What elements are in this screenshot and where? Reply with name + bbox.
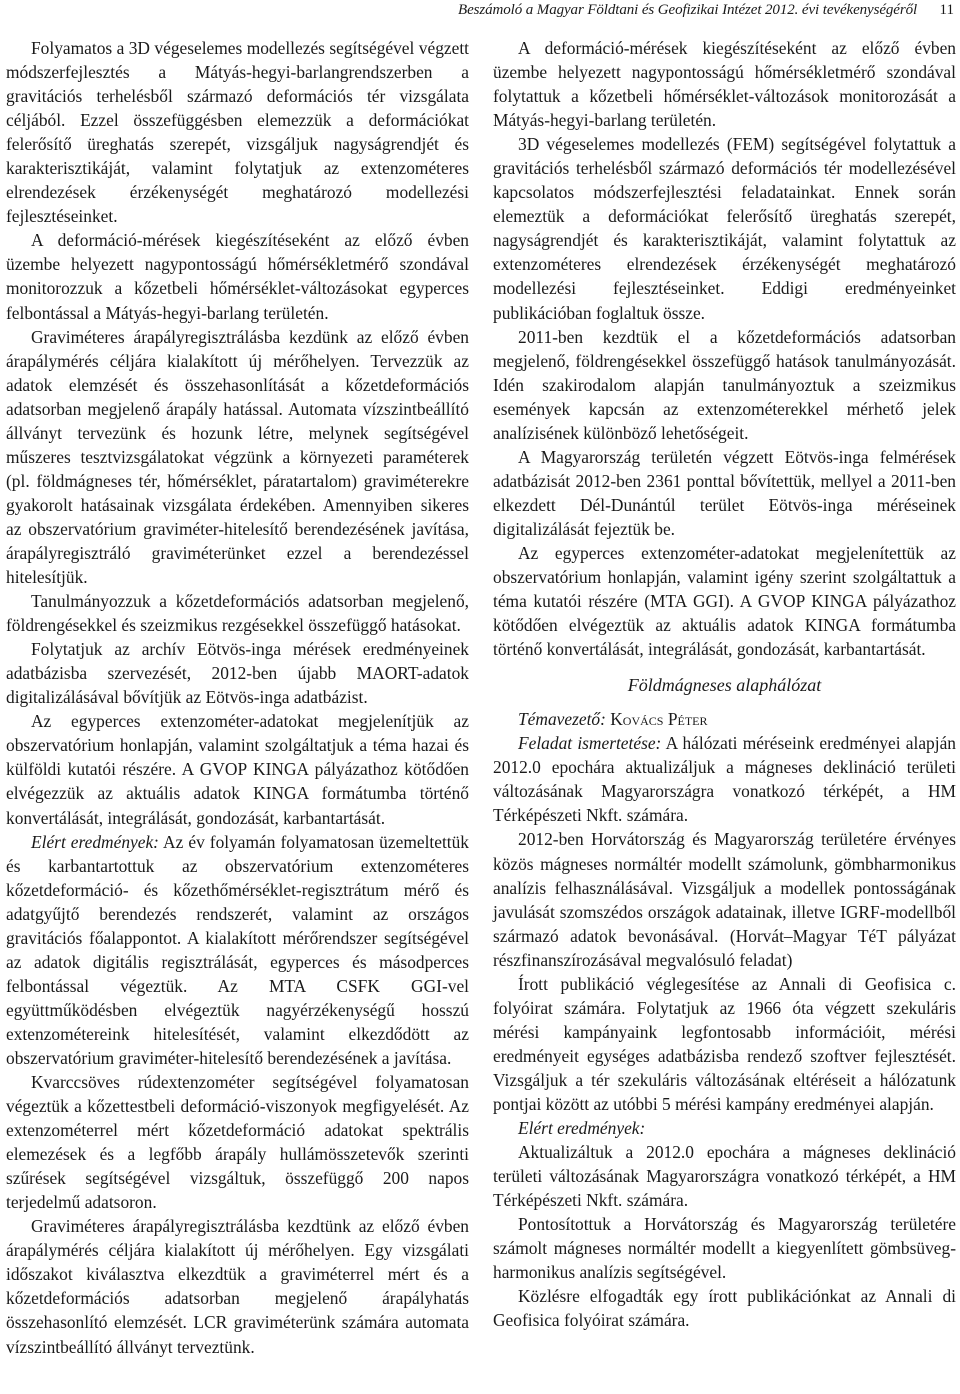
paragraph: 2012-ben Horvátország és Magyarország területére érvényes közös mágneses normáltér modellt számolunk, gömbharmonikus analízis felhasználásával. Vizsgáljuk a modellek pontosságának javulását szomszédos országok adatainak, illetve IGRF-modellből származó adatok bevonásával. (Horvát–Magyar TéT pályázat részfinanszírozásával megvalósuló feladat) (493, 829, 956, 970)
paragraph-text: A hálózati méréseink eredményei alapján 2012.0 epochára aktualizáljuk a mágneses deklináció területi változásának Magyarországra vonatkozó térképét, a HM Térképészeti Nkft. számára. (493, 733, 956, 826)
running-header-title: Beszámoló a Magyar Földtani és Geofizikai Intézet 2012. évi tevékenységéről (458, 2, 918, 18)
right-column (493, 36, 956, 1332)
paragraph: Az egyperces extenzométer-adatokat megjelenítjük az obszervatórium honlapján, valamint szolgáltatjuk a téma hazai és külföldi kutatói részére. A GVOP KINGA pályázathoz kötődően elvégezzük az aktuális adatok KINGA formátumba történő konvertálását, integrálását, gondozását, karbantartását. (6, 711, 469, 828)
paragraph (6, 36, 469, 228)
leader-label: Témavezető: (518, 709, 606, 730)
paragraph: Graviméteres árapályregisztrálásba kezdünk az előző évben árapálymérés céljára kialakított új mérőhelyen. Tervezzük az adatok elemzését és összehasonlítását a kőzetdeformációs adatsorban megjelenő árapály hatással. Automata vízszintbeállító állványt tervezünk és hozunk létre, melynek segítségével műszeres tesztvizsgálatokat végzünk a környezeti paraméterek (pl. földmágneses tér, hőmérséklet, páratartalom) graviméterekre gyakorolt hatásainak vizsgálata érdekében. Amennyiben sikeres az obszervatórium graviméter-hitelesítő berendezésének javítása, árapályregisztráló graviméterünket ezzel a berendezéssel hitelesítjük. (6, 326, 469, 588)
results-label: Elért eredmények: (518, 1118, 646, 1139)
paragraph (6, 830, 469, 1070)
paragraph: Az egyperces extenzométer-adatokat megjelenítettük az obszervatórium honlapján, valamint igény szerint szolgáltattuk a téma kutatói részére (MTA GGI). A GVOP KINGA pályázathoz kötődően elvégeztük az aktuális adatok KINGA formátumba történő konvertálását, integrálását, gondozását, karbantartását. (493, 542, 956, 660)
paragraph: Aktualizáltuk a 2012.0 epochára a mágneses deklináció területi változásának Magyarországra vonatkozó térképét, a HM Térképészeti Nkft. számára. (493, 1142, 956, 1211)
paragraph: Tanulmányozzuk a kőzetdeformációs adatsorban megjelenő, földrengésekkel és szeizmikus rezgésekkel összefüggő hatásokat. (6, 591, 469, 636)
results-label: Elért eredmények: (31, 831, 159, 852)
running-header (0, 0, 960, 24)
paragraph: Közlésre elfogadták egy írott publikációnkat az Annali di Geofisica folyóirat számára. (493, 1286, 956, 1331)
project-leader-line (493, 707, 956, 731)
task-label: Feladat ismertetése: (518, 733, 662, 754)
page-number: 11 (939, 2, 954, 18)
paragraph-text: Folyamatos a 3D végeselemes modellezés segítségével végzett módszerfejlesztés a Mátyás-hegyi-barlangrendszerben a gravitációs terhelésből származó deformációs tér vizsgálata céljából. (6, 38, 469, 131)
paragraph (493, 731, 956, 827)
paragraph: A Magyarország területén végzett Eötvös-inga felmérések adatbázisát 2012-ben 2361 ponttal bővítettük, mellyel a 2011-ben elkezdett Dél-Dunántúl terület Eötvös-inga méréseinek digitalizálását fejeztük be. (493, 446, 956, 539)
paragraph: Graviméteres árapályregisztrálásba kezdtünk az előző évben árapálymérés céljára kialakított új mérőhelyen. Egy vizsgálati időszakot kiválasztva elkezdtük a graviméterrel mért és a kőzetdeformációs adatsorban megjelenő árapályhatás összehasonlító elemzését. LCR graviméterünk számára automata vízszintbeállító állványt terveztünk. (6, 1216, 469, 1357)
paragraph: Kvarccsöves rúdextenzométer segítségével folyamatosan végeztük a kőzettestbeli deformáció-viszonyok megfigyelését. Az extenzométerrel mért kőzetdeformáció adatokat spektrális elemezések és a legfőbb árapály hullámösszetevők szerinti szűrések segítségével vizsgáltuk, összefüggő 200 napos terjedelmű adatsoron. (6, 1072, 469, 1213)
paragraph-text: Ezzel összefüggésben elemezzük a deformációkat felerősítő üreghatás szerepét, vizsgáljuk nagyságrendjét és karakterisztikáját, valamint folytatjuk az extenzométeres elrendezések érzékenységét meghatározó modellezési fejlesztéseinket. (6, 110, 469, 227)
paragraph: 3D végeselemes modellezés (FEM) segítségével folytattuk a gravitációs terhelésből származó deformációs tér modellezésével kapcsolatos módszerfejlesztési feladatainkat. Ennek során elemeztük a deformációkat felerősítő üreghatás szerepét, nagyságrendjét és karakterisztikáját, valamint folytattuk az extenzométeres elrendezések érzékenységét meghatározó modellezési fejlesztéseinket. Eddigi eredményeinket publikációban foglaltuk össze. (493, 134, 956, 323)
paragraph-text: Az év folyamán folyamatosan üzemeltettük és karbantartottuk az obszervatórium extenzométeres kőzetdeformáció- és kőzethőmérséklet-regisztrátum mérő és adatgyűjtő berendezés rendszerét, valamint az országos gravitációs főalappontot. A kialakított mérőrendszer segítségével az adatok digitális regisztrálását, egyperces és másodperces felbontással végeztük. Az MTA CSFK GGI-vel együttműködésben elvégeztük nagyérzékenységű hosszú extenzométereink hitelesítését, valamint elkezdődött az obszervatórium graviméter-hitelesítő berendezésének a javítása. (6, 831, 470, 1068)
paragraph: Írott publikáció véglegesítése az Annali di Geofisica c. folyóirat számára. Folytatjuk az 1966 óta végzett szekuláris mérési kampányaink legfontosabb információit, mérési eredményeit egységes adatbázisba rendező szoftver fejlesztését. Vizsgáljuk a tér szekuláris változásának eltéréseit a hálózatunk pontjai között az utóbbi 5 mérési kampány eredményei alapján. (493, 973, 956, 1114)
left-column (6, 36, 469, 1359)
section-title: Földmágneses alaphálózat (627, 675, 822, 696)
paragraph: Folytatjuk az archív Eötvös-inga mérések eredményeinek adatbázisba szervezését, 2012-ben újabb MAORT-adatok digitalizálásával bővítjük az Eötvös-inga adatbázist. (6, 639, 469, 708)
paragraph: 2011-ben kezdtük el a kőzetdeformációs adatsorban megjelenő, földrengésekkel összefüggő hatások tanulmányozását. Idén szakirodalom alapján tanulmányoztuk a szeizmikus események kapcsán az extenzométerekkel mérhető jelek analízisének különböző lehetőségeit. (493, 326, 956, 443)
paragraph: Pontosítottuk a Horvátország és Magyarország területére számolt mágneses normáltér modellt a kiegyenlített gömbsüveg-harmonikus analízis segítségével. (493, 1214, 956, 1283)
paragraph: A deformáció-mérések kiegészítéseként az előző évben üzembe helyezett nagypontosságú hőmérsékletmérő szondával monitorozzuk a kőzetbeli hőmérséklet-változásokat egyperces felbontással a Mátyás-hegyi-barlang területén. (6, 230, 469, 323)
paragraph: A deformáció-mérések kiegészítéseként az előző évben üzembe helyezett nagypontosságú hőmérsékletmérő szondával folytattuk a kőzetbeli hőmérséklet-változások monitorozását a Mátyás-hegyi-barlang területén. (493, 38, 956, 131)
leader-name: Kovács Péter (610, 709, 708, 730)
